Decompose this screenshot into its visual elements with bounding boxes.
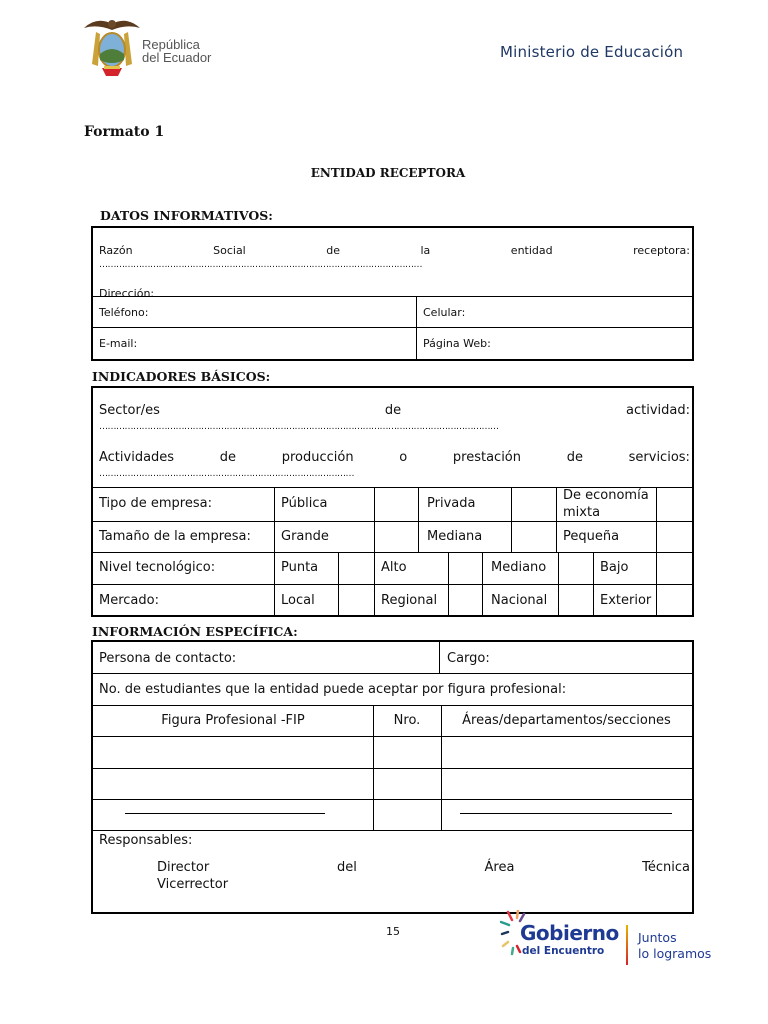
checkbox-economia-mixta[interactable] [657,488,692,520]
option-regional: Regional [381,593,438,608]
actividades-word: producción [281,450,354,465]
razon-word: receptora: [633,244,690,257]
sector-word: actividad: [626,403,690,418]
sector-label [99,403,690,418]
ecuador-coat-of-arms-icon [82,14,142,78]
option-pequena: Pequeña [563,529,620,544]
republic-line-1: República [142,37,200,52]
col-header-figura: Figura Profesional -FIP [161,713,305,728]
nro-input-1[interactable] [374,737,440,767]
actividades-label [99,450,690,465]
option-mediana: Mediana [427,529,483,544]
razon-word: de [326,244,340,257]
option-bajo: Bajo [600,560,629,575]
actividades-word: prestación [452,450,522,465]
actividades-word: servicios: [628,450,690,465]
actividades-word: de [219,450,237,465]
checkbox-grande[interactable] [375,522,417,552]
director-word: Director [157,860,210,875]
sector-word: Sector/es [99,403,160,418]
razon-word: Razón [99,244,133,257]
checkbox-regional[interactable] [449,585,481,615]
gobierno-logo-subtext: del Encuentro [522,945,605,957]
razon-word: Social [213,244,246,257]
director-word: Área [484,860,515,875]
slogan-line-2: lo logramos [638,946,712,961]
checkbox-pequena[interactable] [657,522,692,552]
checkbox-nacional[interactable] [559,585,592,615]
form-title: ENTIDAD RECEPTORA [310,166,466,180]
checkbox-exterior[interactable] [657,585,692,615]
tipo-empresa-label: Tipo de empresa: [99,496,212,511]
col-header-areas: Áreas/departamentos/secciones [462,713,671,728]
option-grande: Grande [281,529,329,544]
tamano-empresa-label: Tamaño de la empresa: [99,529,251,544]
option-mixta-line: mixta [563,505,601,520]
option-economia-mixta [563,487,649,521]
option-nacional: Nacional [491,593,548,608]
option-publica: Pública [281,496,328,511]
section-title-datos: DATOS INFORMATIVOS: [100,208,273,223]
actividades-word: de [566,450,583,465]
email-field[interactable]: E-mail: [99,337,138,350]
checkbox-privada[interactable] [512,488,555,520]
nivel-tecnologico-label: Nivel tecnológico: [99,560,216,575]
format-label: Formato 1 [84,124,165,140]
informacion-table [91,640,694,914]
page-number: 15 [386,925,400,938]
pagina-web-field[interactable]: Página Web: [423,337,491,350]
option-mediano: Mediano [491,560,547,575]
figura-input-1[interactable] [94,737,372,767]
responsables-label: Responsables: [99,833,193,848]
razon-social-field[interactable]: …………………………………………………………………………………………………… [99,260,422,270]
checkbox-mediano[interactable] [559,553,592,584]
option-alto: Alto [381,560,407,575]
logo-divider [626,925,628,965]
razon-social-label [99,244,690,257]
telefono-field[interactable]: Teléfono: [99,306,149,319]
director-line [157,860,690,875]
checkbox-bajo[interactable] [657,553,692,584]
mercado-label: Mercado: [99,593,159,608]
signature-line-right [460,813,672,814]
slogan [638,930,711,962]
section-title-informacion: INFORMACIÓN ESPECÍFICA: [92,624,298,639]
sector-field[interactable]: …………………………………………………………………………………………………………………………… [99,422,499,432]
republic-line-2: del Ecuador [142,50,212,65]
option-exterior: Exterior [600,593,652,608]
checkbox-punta[interactable] [339,553,373,584]
signature-line-left [125,813,325,814]
razon-word: entidad [510,244,553,257]
director-word: del [336,860,357,875]
areas-input-1[interactable] [442,737,692,767]
celular-field[interactable]: Celular: [423,306,466,319]
indicadores-table [91,386,694,617]
gobierno-logo-text: Gobierno [520,921,619,945]
numero-estudiantes-label: No. de estudiantes que la entidad puede aceptar por figura profesional: [99,682,567,697]
actividades-field[interactable]: ……………………………………………………………………………… [99,469,354,479]
checkbox-local[interactable] [339,585,373,615]
option-punta: Punta [281,560,319,575]
checkbox-publica[interactable] [375,488,417,520]
slogan-line-1: Juntos [638,930,677,945]
cargo-field[interactable]: Cargo: [447,651,490,666]
republic-name [142,38,211,64]
option-privada: Privada [427,496,476,511]
option-economia-line: De economía [563,488,649,503]
actividades-word: o [399,450,408,465]
direccion-label: Dirección: [99,287,155,296]
vicerrector-label: Vicerrector [157,877,229,892]
ministry-name: Ministerio de Educación [500,43,684,61]
datos-table [91,226,694,361]
col-header-nro: Nro. [393,713,421,728]
nro-input-2[interactable] [374,769,440,798]
section-title-indicadores: INDICADORES BÁSICOS: [92,369,271,384]
areas-input-2[interactable] [442,769,692,798]
figura-input-2[interactable] [94,769,372,798]
checkbox-alto[interactable] [449,553,481,584]
actividades-word: Actividades [99,450,175,465]
checkbox-mediana[interactable] [512,522,555,552]
razon-word: la [420,244,431,257]
sector-word: de [384,403,402,418]
option-local: Local [281,593,315,608]
director-word: Técnica [642,860,690,875]
persona-contacto-field[interactable]: Persona de contacto: [99,651,237,666]
